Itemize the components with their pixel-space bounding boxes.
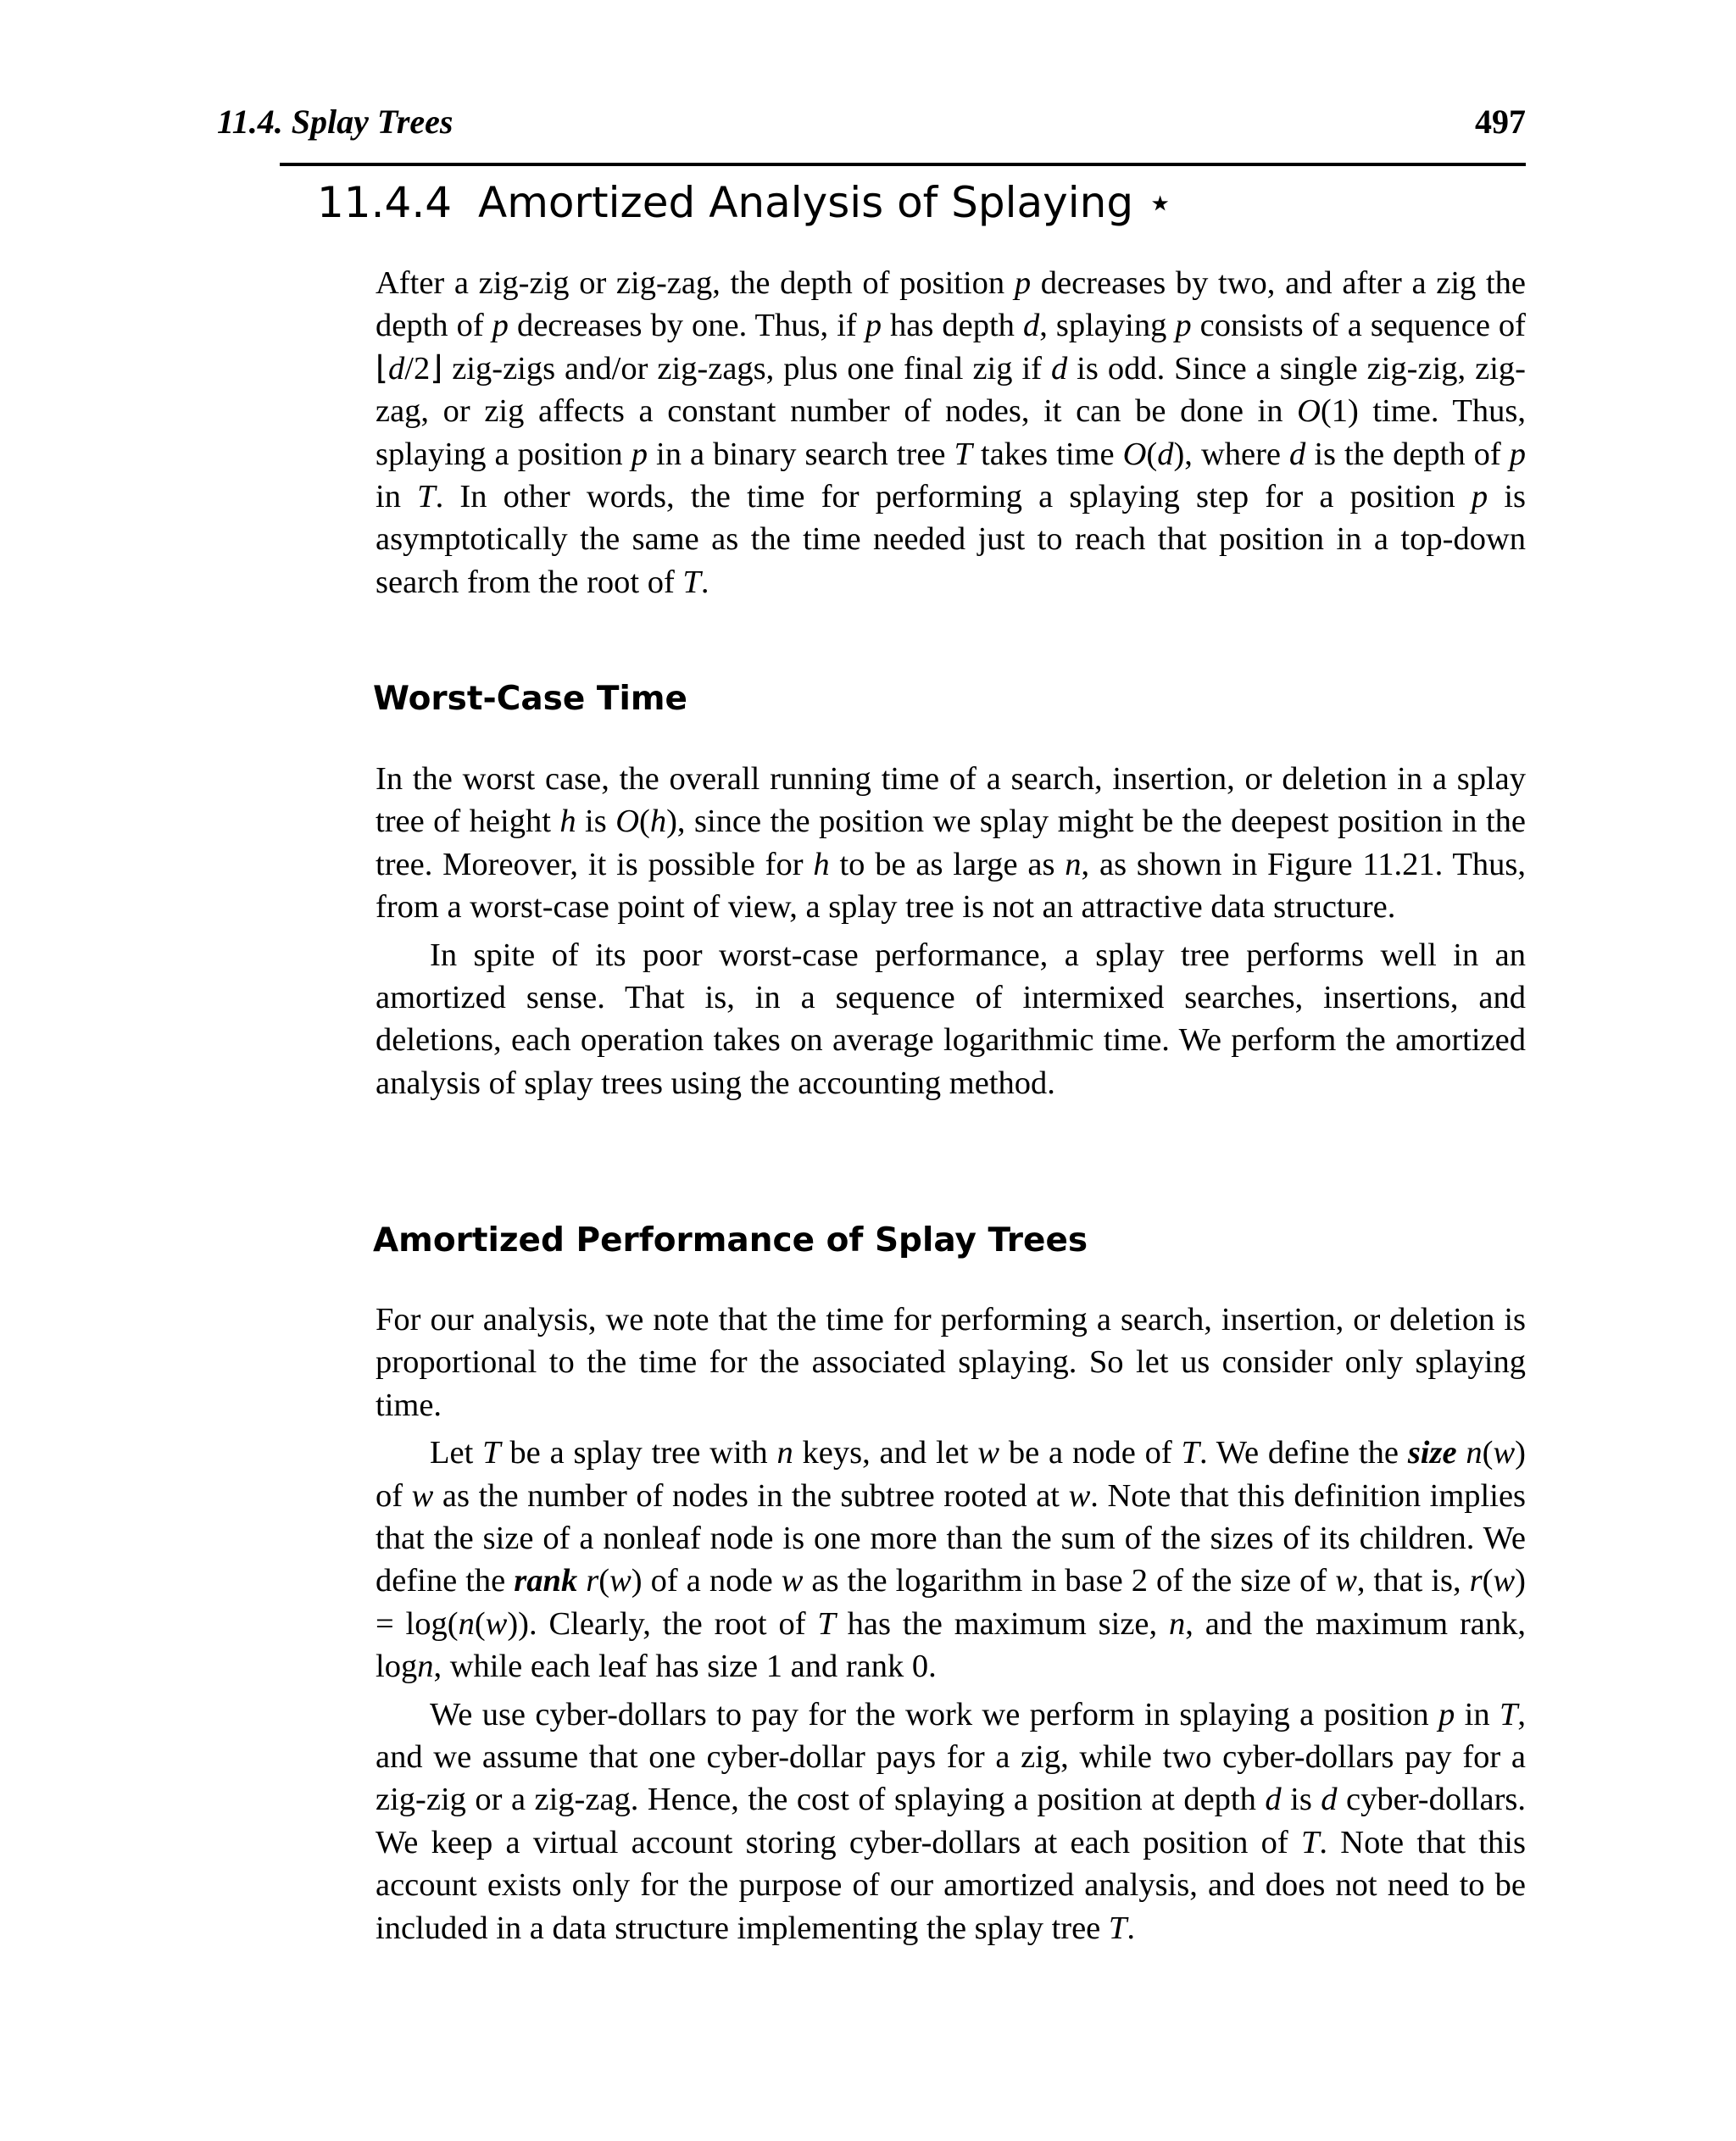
section-title	[317, 178, 1173, 227]
text-run: . Note that this definition implies that the size of a nonleaf node is one more than the sum of the sizes of its children. We define the	[376, 1477, 1527, 1599]
text-run: (	[598, 1563, 610, 1599]
amortized-block	[376, 1299, 1526, 1949]
text-run: (	[474, 1605, 486, 1642]
section-number: 11.4.4	[317, 178, 453, 227]
math-variable: w	[411, 1477, 434, 1514]
math-variable: T	[417, 479, 436, 515]
text-run: has the maximum size,	[835, 1605, 1169, 1642]
intro-block	[376, 262, 1526, 603]
math-variable: p	[865, 308, 882, 344]
math-variable: p	[1175, 308, 1192, 344]
text-run: In the worst case, the overall running time of a search, insertion, or deletion in a splay tree of height	[376, 761, 1526, 840]
math-variable: d	[1289, 436, 1306, 472]
amortized-paragraph-2	[376, 1432, 1526, 1688]
text-run: Let	[430, 1435, 483, 1471]
worst-case-paragraph-1	[376, 758, 1526, 929]
text-run: decreases by two, and after a zig the depth of	[376, 265, 1526, 344]
math-variable: O	[1297, 393, 1321, 430]
math-variable: T	[1181, 1435, 1199, 1471]
math-variable: p	[1438, 1696, 1455, 1732]
text-run: , and we assume that one cyber-dollar pays for a zig, while two cyber-dollars pay for a zig-zig or a zig-zag. Hence, the cost of splaying a position at depth	[376, 1696, 1526, 1818]
section-title-text: Amortized Analysis of Splaying ⋆	[478, 178, 1174, 227]
text-run	[1457, 1435, 1466, 1471]
text-run: is odd. Since a single zig-zig, zig-zag, or zig affects a constant number of nodes, it can be done in	[376, 350, 1526, 430]
text-run: consists of a sequence of ⌊	[376, 308, 1527, 386]
text-run: to be as large as	[829, 846, 1066, 882]
text-run: We use cyber-dollars to pay for the work we perform in splaying a position	[430, 1696, 1439, 1732]
math-variable: w	[1493, 1563, 1516, 1599]
math-variable: d	[388, 350, 405, 386]
running-header-section: 11.4. Splay Trees	[217, 103, 453, 141]
math-variable: n	[1168, 1605, 1186, 1642]
worst-case-block	[376, 758, 1526, 1104]
math-variable: n	[458, 1605, 475, 1642]
math-variable: d	[1022, 308, 1040, 344]
text-run: , splaying	[1039, 308, 1176, 344]
math-variable: T	[817, 1605, 836, 1642]
math-variable: d	[1157, 436, 1174, 472]
text-run: is the depth of	[1305, 436, 1510, 472]
running-header	[217, 95, 1526, 146]
text-run: decreases by one. Thus, if	[508, 308, 865, 344]
text-run: ) of a node	[631, 1563, 782, 1599]
math-variable: r	[586, 1563, 599, 1599]
text-run: , while each leaf has size 1 and rank 0.	[433, 1649, 937, 1685]
math-variable: h	[649, 804, 667, 840]
subsection-heading-worst-case: Worst-Case Time	[373, 680, 687, 718]
math-variable: d	[1050, 350, 1068, 386]
text-run: in	[1455, 1696, 1500, 1732]
math-variable: O	[615, 804, 639, 840]
text-run: .	[1127, 1910, 1135, 1946]
text-run: (1) time. Thus, splaying a position	[376, 393, 1526, 472]
page-number: 497	[1475, 103, 1526, 141]
math-variable: O	[1122, 436, 1147, 472]
text-run: (	[639, 804, 650, 840]
text-run: /2⌋ zig-zigs and/or zig-zags, plus one final zig if	[404, 350, 1051, 386]
text-run: . In other words, the time for performing a splaying step for a position	[435, 479, 1472, 515]
text-run: , that is,	[1356, 1563, 1470, 1599]
text-run: ), where	[1173, 436, 1290, 472]
term-size: size	[1407, 1435, 1457, 1471]
math-variable: w	[977, 1435, 999, 1471]
math-variable: n	[417, 1649, 434, 1685]
header-rule	[280, 163, 1526, 166]
math-variable: d	[1265, 1782, 1282, 1818]
math-variable: w	[485, 1605, 508, 1642]
math-variable: T	[954, 436, 972, 472]
text-run: , and the maximum rank, log	[376, 1605, 1527, 1685]
math-variable: w	[1493, 1435, 1516, 1471]
math-variable: n	[1466, 1435, 1483, 1471]
math-variable: T	[1499, 1696, 1518, 1732]
math-variable: T	[682, 564, 701, 600]
math-variable: w	[781, 1563, 804, 1599]
math-variable: w	[1068, 1477, 1091, 1514]
math-variable: h	[813, 846, 830, 882]
text-run: After a zig-zig or zig-zag, the depth of position	[376, 265, 1015, 301]
text-run: , as shown in Figure 11.21. Thus, from a worst-case point of view, a splay tree is not an attractive data structure.	[376, 846, 1526, 926]
math-variable: w	[1335, 1563, 1357, 1599]
text-run: cyber-dollars. We keep a virtual account storing cyber-dollars at each position of	[376, 1782, 1526, 1860]
text-run: in	[376, 479, 418, 515]
term-rank: rank	[514, 1563, 578, 1599]
math-variable: p	[1471, 479, 1488, 515]
math-variable: T	[1300, 1824, 1320, 1860]
text-run: ) of	[376, 1435, 1526, 1514]
text-run: is asymptotically the same as the time needed just to reach that position in a top-down search from the root of	[376, 479, 1527, 600]
text-run	[577, 1563, 586, 1599]
text-run: (	[1482, 1563, 1494, 1599]
math-variable: T	[482, 1435, 501, 1471]
math-variable: p	[631, 436, 648, 472]
intro-paragraph	[376, 262, 1526, 603]
text-run: (	[1482, 1435, 1494, 1471]
math-variable: p	[1509, 436, 1527, 472]
math-variable: p	[1014, 265, 1032, 301]
amortized-paragraph-1: For our analysis, we note that the time for performing a search, insertion, or deletion is proportional to the time for the associated splaying. So let us consider only splaying time.	[376, 1302, 1526, 1423]
worst-case-paragraph-2: In spite of its poor worst-case performance, a splay tree performs well in an amortized sense. That is, in a sequence of intermixed searches, insertions, and deletions, each operation takes on average logarithmic time. We perform the amortized analysis of splay trees using the accounting method.	[376, 937, 1526, 1101]
text-run: )). Clearly, the root of	[507, 1605, 818, 1642]
amortized-paragraph-3	[376, 1693, 1526, 1949]
text-run: takes time	[971, 436, 1123, 472]
math-variable: h	[559, 804, 576, 840]
text-run: . Note that this account exists only for the purpose of our amortized analysis, and does not need to be included in a data structure implementing the splay tree	[376, 1824, 1526, 1946]
text-run: ), since the position we splay might be the deepest position in the tree. Moreover, it is possible for	[376, 804, 1526, 882]
math-variable: r	[1469, 1563, 1483, 1599]
text-run: be a node of	[999, 1435, 1182, 1471]
math-variable: p	[492, 308, 509, 344]
text-run: .	[700, 564, 709, 600]
subsection-heading-amortized: Amortized Performance of Splay Trees	[373, 1221, 1088, 1260]
math-variable: d	[1321, 1782, 1338, 1818]
math-variable: T	[1108, 1910, 1127, 1946]
text-run: as the logarithm in base 2 of the size of	[803, 1563, 1336, 1599]
math-variable: n	[1065, 846, 1082, 882]
text-run: be a splay tree with	[500, 1435, 777, 1471]
text-run: ) = log(	[376, 1563, 1526, 1642]
text-run: is	[1281, 1782, 1321, 1818]
text-run: in a binary search tree	[647, 436, 954, 472]
math-variable: w	[609, 1563, 632, 1599]
text-run: keys, and let	[793, 1435, 978, 1471]
math-variable: n	[776, 1435, 793, 1471]
text-run: (	[1146, 436, 1158, 472]
text-run: as the number of nodes in the subtree rooted at	[433, 1477, 1069, 1514]
text-run: is	[576, 804, 616, 840]
text-run: . We define the	[1199, 1435, 1408, 1471]
text-run: has depth	[882, 308, 1023, 344]
